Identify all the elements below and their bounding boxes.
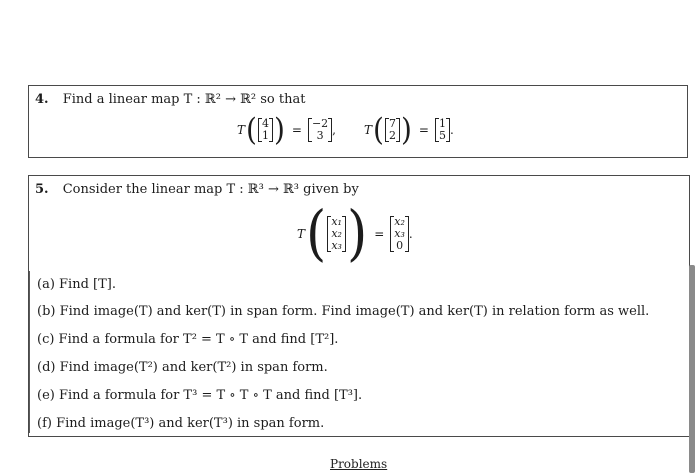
equals-sign: = xyxy=(418,123,429,137)
problem-5-equation xyxy=(297,199,413,269)
right-paren: ) xyxy=(273,111,285,148)
vector-entry: x₃ xyxy=(331,239,342,252)
vector-entry: 1 xyxy=(261,129,269,142)
equals-sign: = xyxy=(291,123,302,137)
vector-entry: x₃ xyxy=(394,227,405,240)
end-period: . xyxy=(449,123,454,137)
output-vector-2 xyxy=(435,118,450,142)
problem-4-statement xyxy=(35,92,305,107)
equals-sign: = xyxy=(374,227,385,241)
problem-4-text: Find a linear map T : ℝ² → ℝ² so that xyxy=(62,92,306,107)
vector-entry: x₂ xyxy=(394,215,405,228)
left-paren: ( xyxy=(306,199,327,269)
vector-entry: 0 xyxy=(396,239,404,252)
problem-5-text: Consider the linear map T : ℝ³ → ℝ³ given by xyxy=(62,182,359,197)
part-d: (d) Find image(T²) and ker(T²) in span form. xyxy=(37,360,328,375)
problem-4-equations xyxy=(237,111,454,148)
problem-5-statement xyxy=(35,182,359,197)
end-period: . xyxy=(408,227,413,241)
part-e: (e) Find a formula for T³ = T ∘ T ∘ T and find [T³]. xyxy=(37,388,363,403)
input-vector xyxy=(327,216,346,252)
problem-5-number: 5. xyxy=(35,182,49,197)
scrollbar[interactable] xyxy=(689,265,695,473)
problems-link[interactable]: Problems xyxy=(330,457,388,471)
output-vector-1 xyxy=(308,118,332,142)
left-paren: ( xyxy=(246,111,257,148)
output-vector xyxy=(390,216,409,252)
input-vector-2 xyxy=(385,118,400,142)
vector-entry: 5 xyxy=(438,129,446,142)
vector-entry: x₂ xyxy=(331,227,342,240)
separator: , xyxy=(332,123,336,137)
vector-entry: 7 xyxy=(388,117,396,130)
problem-4-number: 4. xyxy=(35,92,49,107)
part-a: (a) Find [T]. xyxy=(37,277,116,292)
problem-5-box xyxy=(28,175,690,437)
left-paren: ( xyxy=(373,111,384,148)
vector-entry: x₁ xyxy=(331,215,342,228)
vector-entry: 4 xyxy=(261,117,269,130)
map-symbol: T xyxy=(237,123,246,137)
vector-entry: 1 xyxy=(438,117,446,130)
vector-entry: −2 xyxy=(311,117,329,130)
problem-4-box xyxy=(28,85,688,158)
right-paren: ) xyxy=(346,199,368,269)
map-symbol: T xyxy=(297,227,306,241)
part-b: (b) Find image(T) and ker(T) in span form. Find image(T) and ker(T) in relation form as well. xyxy=(37,304,650,319)
vector-entry: 2 xyxy=(388,129,396,142)
parts-rule xyxy=(29,271,30,433)
vector-entry: 3 xyxy=(316,129,324,142)
input-vector-1 xyxy=(258,118,273,142)
part-c: (c) Find a formula for T² = T ∘ T and find [T²]. xyxy=(37,332,339,347)
part-f: (f) Find image(T³) and ker(T³) in span form. xyxy=(37,416,325,431)
map-symbol: T xyxy=(364,123,373,137)
right-paren: ) xyxy=(400,111,412,148)
